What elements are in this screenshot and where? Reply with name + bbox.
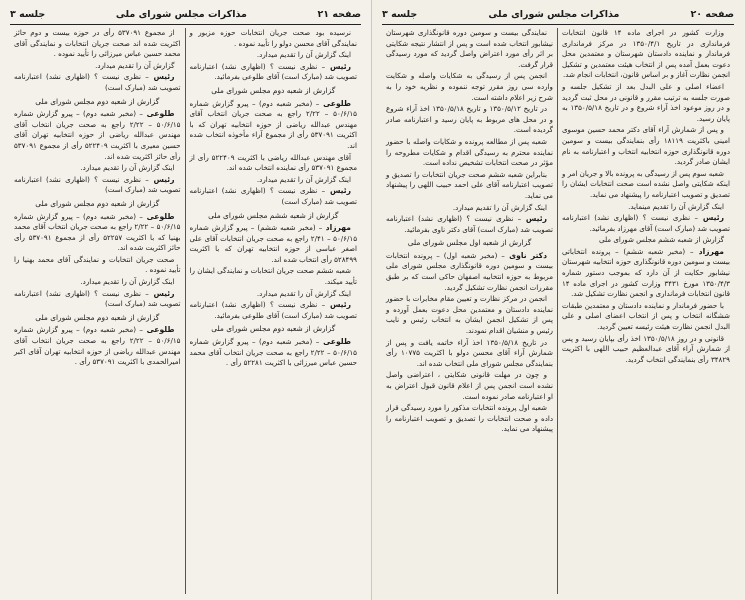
speaker-text: – نظری نیست ؟ (اظهاری نشد) اعتبارنامه تصویب شد (مبارک است) — [14, 72, 181, 92]
speaker-paragraph — [190, 62, 358, 83]
speaker-text: – (مخبر شعبه دوم) – پیرو گزارش شماره ۵۰/۶/۱۵ – ۲/۲۲ راجع به صحت جریان انتخاب آقای محمد بهنیا که با اکثریت ۵۲۲۵۷ رأی از مجموع ۵۳۷۰۹۱ رأی حائز اکثریت شده اند. — [14, 211, 181, 253]
page-21 — [0, 0, 372, 600]
column-right — [186, 28, 362, 594]
speaker-name: طلوعی — [142, 211, 175, 221]
session-label: جلسه ۳ — [382, 8, 418, 20]
body-paragraph: و چون در مهلت قانونی شکایتی ، اعتراضی واصل نشده است انجمن پس از اعلام قانون قبول اعتراض به او اعتبارنامه صادر نموده است. — [386, 370, 553, 401]
section-heading: گزارش از شعبه دوم مجلس شورای ملی — [211, 324, 336, 334]
speaker-name: رئیس — [521, 214, 547, 224]
body-paragraph: با حضور فرماندار و نماینده دادستان و معتمدین طبقات ششگانه انتخاب و پس از انتخاب اعضای اصلی و علی البدل انجمن نظارت هیئت رئیسه تعیین گردید. — [562, 300, 730, 332]
speaker-name: رئیس — [325, 61, 351, 71]
body-paragraph: انجمن در مرکز نظارت و تعیین مقام مخابرات با حضور نماینده دادستان و معتمدین محل دعوت بعمل آورده و پس از تشکیل انجمن ایشان به انتخاب رئیس و نایب رئیس و منشیان اقدام نمودند. — [386, 294, 553, 336]
page-number: صفحه ۲۱ — [317, 8, 361, 20]
speaker-paragraph — [14, 289, 181, 310]
speaker-paragraph — [14, 72, 181, 93]
body-paragraph: گزارش آن را تقدیم میدارد. — [95, 60, 175, 70]
speaker-text: – (مخبر شعبه دوم) – پیرو گزارش شماره ۵۰/۶/۱۵ – ۲/۲۲ راجع به صحت جریان انتخاب آقای مهندس عبدالله ریاضی از حوزه انتخابیه تهران آقای حسین معیری با اکثریت ۵۲۲۴۰۹ رأی از مجموع ۵۳۷۰۹۱ رأی حائز اکثریت شده اند. — [14, 109, 181, 161]
section-heading: گزارش از شعبه اول مجلس شورای ملی — [407, 238, 532, 248]
journal-title: مذاکرات مجلس شورای ملی — [488, 8, 620, 20]
speaker-text: – (مخبر شعبه اول) – پرونده انتخابات بیست و سومین دوره قانونگذاری مجلس شورای ملی مربوط به حوزه انتخابیه اصفهان حاکی است که بر طبق مقررات انجمن نظارت تشکیل گردید. — [386, 250, 553, 292]
body-paragraph: اینک گزارش آن را تقدیم میدارد. — [80, 163, 175, 173]
speaker-text: – (مخبر شعبه ششم) – پیرو گزارش شماره ۵۰/۶/۱۵ – ۲/۴۱ راجع به صحت جریان انتخابات آقای علی اصغر عباسی از حوزه انتخابیه تهران که با اکثریت ۵۲۸۴۹۹ رأی انتخاب شده اند. — [189, 223, 358, 264]
body-paragraph: اینک گزارش آن را تقدیم میدارد. — [80, 277, 175, 287]
speaker-name: رئیس — [698, 213, 724, 223]
column-left — [10, 28, 186, 594]
body-paragraph: نرسیده بود صحت جریان انتخابات حوزه مزبور و نمایندگی آقای محسن دولو را تأیید نموده . — [189, 28, 357, 48]
body-paragraph: شعبه اول پرونده انتخابات مذکور را مورد رسیدگی قرار داده و صحت انتخابات را تصدیق و تصویب اعتبارنامه را پیشنهاد می نماید. — [386, 403, 553, 434]
body-paragraph: آقای مهندس عبدالله ریاضی با اکثریت ۵۲۲۴۰۹ رأی از مجموع ۵۳۷۰۹۱ رأی نماینده انتخاب شده اند. — [189, 152, 357, 173]
speaker-paragraph — [190, 99, 358, 152]
session-label: جلسه ۳ — [10, 8, 46, 20]
speaker-name: رئیس — [148, 72, 175, 82]
speaker-text: – (مخبر شعبه دوم) – پیرو گزارش شماره ۵۰/۶/۱۵ – ۲/۲۲ راجع به صحت جریان انتخاب آقای مهندس عبدالله ریاضی از حوزه انتخابیه تهران که با اکثریت ۵۳۷۰۹۱ رأی از مجموع آراء مأخوذه انتخاب شده اند. — [189, 98, 357, 150]
speaker-name: دکتر ناوی — [504, 250, 547, 260]
speaker-paragraph — [386, 214, 553, 235]
speaker-paragraph — [14, 212, 181, 254]
body-paragraph: از مجموع ۵۳۷۰۹۱ رأی در حوزه بیست و دوم حائز اکثریت شده اند صحت جریان انتخابات و نمایندگی آقای محمد حسین عباس میرزائی را تأیید نموده . — [14, 28, 181, 59]
speaker-text: – نظری نیست ؟ (اظهاری نشد) اعتبارنامه تصویب شد (مبارک است) آقای دکتر ناوی بفرمائید. — [386, 214, 553, 234]
speaker-text: – نظری نیست ؟ (اظهاری نشد) اعتبارنامه تصویب شد (مبارک است) آقای طلوعی بفرمائید. — [189, 300, 357, 320]
speaker-paragraph — [562, 213, 730, 234]
body-paragraph: قانونی و در روز ۱۳۵۰/۵/۱۸ اخذ رأی بپایان رسید و پس از شمارش آراء آقای عبدالعظیم حبیب اللهی با اکثریت ۳۴۸۲۹ رأی بنمایندگی انتخاب گردید. — [562, 333, 730, 364]
body-paragraph: گزارش از شعبه ششم مجلس شورای ملی — [599, 235, 724, 245]
speaker-text: – نظری نیست ؟ (اظهاری نشد) اعتبارنامه تصویب شد (مبارک است) آقای طلوعی بفرمائید. — [189, 61, 357, 82]
speaker-text: – نظری نیست ؟ (اظهاری نشد) اعتبارنامه تصویب شد (مبارک است) آقای مهرزاد بفرمائید. — [562, 213, 730, 233]
page-20 — [372, 0, 744, 600]
body-paragraph: و پس از شمارش آراء آقای دکتر محمد حسین موسوی امینی باکثریت ۱۸۱۱۹ رأی بنمایندگی بیست و سومین دوره قانونگذاری حوزه انتخابیه انتخاب و اعتبارنامه به نام ایشان صادر گردید. — [562, 125, 730, 167]
page-header — [382, 6, 734, 25]
speaker-paragraph — [14, 109, 181, 162]
section-heading: گزارش از شعبه دوم مجلس شورای ملی — [211, 85, 336, 95]
speaker-text: – نظری نیست ؟ (اظهاری نشد) اعتبارنامه تصویب شد (مبارک است) — [14, 288, 181, 309]
body-paragraph: در تاریخ ۱۳۵۰/۵/۱۲ و تاریخ ۱۳۵۰/۵/۱۸ اخذ آراء شروع و در محل هاى مربوط به پایان رسید و اعتبارنامه صادر گردیده است. — [386, 104, 553, 135]
body-paragraph: اینک گزارش آن را تقدیم میدارد. — [452, 202, 547, 212]
section-heading: گزارش از شعبه دوم مجلس شورای ملی — [35, 312, 160, 322]
speaker-text: – نظری نیست ؟ (اظهاری نشد) اعتبارنامه تصویب شد (مبارک است) — [189, 186, 357, 206]
section-heading: گزارش از شعبه دوم مجلس شورای ملی — [35, 198, 160, 208]
column-right — [558, 28, 734, 594]
page-number: صفحه ۲۰ — [690, 8, 734, 20]
section-heading: گزارش از شعبه ششم مجلس شورای ملی — [208, 210, 339, 220]
speaker-name: طلوعی — [142, 109, 175, 119]
speaker-name: رئیس — [148, 174, 175, 184]
speaker-paragraph — [562, 247, 730, 300]
body-paragraph: شعبه سوم پس از رسیدگی به پرونده بالا و جریان امر و اینکه شکایتی واصل نشده است صحت انتخابات ایشان را تصدیق و تصویب اعتبارنامه را پیشنهاد می نماید. — [562, 168, 730, 199]
speaker-paragraph — [14, 325, 181, 367]
body-paragraph: اینک گزارش آن را تقدیم میدارد. — [256, 50, 351, 60]
body-paragraph: اینک گزارش آن را تقدیم مینماید. — [628, 201, 724, 211]
speaker-name: رئیس — [148, 288, 175, 298]
speaker-paragraph — [190, 300, 358, 321]
body-paragraph: در تاریخ ۱۳۵۰/۵/۱۸ اخذ آراء خاتمه یافت و پس از شمارش آراء آقای محسن دولو با اکثریت ۱۰۷۷۵ رأی بنمایندگی مجلس شورای ملی انتخاب شده اند. — [386, 337, 553, 368]
speaker-paragraph — [190, 223, 358, 265]
speaker-paragraph — [386, 251, 553, 293]
body-paragraph: نمایندگی بیست و سومین دوره قانونگذاری شهرستان نیشابور انتخاب شده است و پس از انتشار نتیجه شکایتی بر اثر رأی مورد اعتراض واصل گردید که مورد رسیدگی قرار گرفت. — [386, 28, 553, 69]
speaker-paragraph — [190, 337, 358, 369]
body-paragraph: شعبه پس از مطالعه پرونده و شکایات واصله با حضور نماینده محترم به رسیدگی اقدام و شکایات مطروحه را مؤثر در صحت انتخابات تشخیص نداده است. — [386, 136, 553, 168]
body-paragraph: صحت جریان انتخابات و نمایندگی آقای محمد بهنیا را تأیید نموده . — [14, 254, 181, 275]
body-paragraph: اینک گزارش آن را تقدیم میدارد. — [256, 288, 351, 298]
body-paragraph: بنابراین شعبه ششم صحت جریان انتخابات را تصدیق و تصویب اعتبارنامه آقای علی احمد حبیب اللهی را پیشنهاد می نماید. — [386, 169, 553, 200]
speaker-text: – (مخبر شعبه دوم) – پیرو گزارش شماره ۵۰/۶/۱۵ – ۲/۲۲ راجع به صحت جریان انتخاب آقای مهندس عبدالله ریاضی از حوزه انتخابیه تهران آقای اکبر امیرالحمدی با اکثریت ۵۳۷۰۹۱ رأی . — [14, 325, 181, 367]
speaker-name: طلوعی — [319, 98, 351, 108]
speaker-text: – نظری نیست ؟ (اظهاری نشد) اعتبارنامه تصویب شد (مبارک است) — [14, 174, 181, 195]
speaker-paragraph — [14, 175, 181, 196]
body-paragraph: شعبه ششم صحت جریان انتخابات و نمایندگی ایشان را تأیید میکند. — [189, 266, 357, 287]
speaker-text: – (مخبر شعبه دوم) – پیرو گزارش شماره ۵۰/۶/۱۵ – ۲/۲۲ راجع به صحت جریان انتخاب آقای محمد حسین عباس میرزائی با اکثریت ۵۲۲۸۱ رأی . — [189, 337, 357, 368]
speaker-name: طلوعی — [319, 337, 351, 347]
speaker-name: طلوعی — [142, 325, 175, 335]
column-left — [382, 28, 558, 594]
body-paragraph: اینک گزارش آن را تقدیم میدارد. — [256, 174, 351, 184]
body-paragraph: اعضاء اصلی و علی البدل بعد از تشکیل جلسه و صورت جلسه به ترتیب مقرر و قانونی در محل ثبت گردید و در روز موعود اخذ آراء شروع و در تاریخ ۱۳۵۰/۵/۱۸ به پایان رسید. — [562, 81, 730, 123]
speaker-paragraph — [190, 186, 358, 207]
journal-title: مذاکرات مجلس شورای ملی — [115, 8, 247, 20]
speaker-text: – (مخبر شعبه ششم) – پرونده انتخاباتی بیست و سومین دوره قانونگذاری حوزه انتخابیه شهرستان نیشابور حکایت از آن دارد که بموجب دستور شماره ۱۳۵۰/۴/۳ مورخ ۳۴۳۱ وزارت کشور در اجرای ماده ۱۴ قانون انتخابات فرمانداری و انجمن نظارت تشکیل شد. — [562, 246, 730, 299]
speaker-name: رئیس — [325, 300, 351, 310]
body-paragraph: وزارت کشور در اجرای ماده ۱۴ قانون انتخابات فرمانداری در تاریخ ۱۳۵۰/۴/۱ در مرکز فرمانداری فرماندار و نماینده دادستان شهرستان و معتمدین محل دعوت بعمل آمده پس از انتخاب هیئت معتمدین و تشکیل انجمن نظارت آغاز و بر اساس قانون، انتخابات انجام شد. — [562, 28, 730, 80]
body-paragraph: انجمن پس از رسیدگی به شکایات واصله و شکایت وارده سی روز مقرر توجه ننموده و نظریه خود را به شرح زیر اعلام داشته است. — [386, 71, 553, 102]
speaker-name: مهرزاد — [693, 246, 724, 256]
page-header — [10, 6, 361, 25]
speaker-name: رئیس — [325, 186, 351, 196]
section-heading: گزارش از شعبه دوم مجلس شورای ملی — [35, 96, 160, 106]
speaker-name: مهرزاد — [322, 223, 351, 233]
